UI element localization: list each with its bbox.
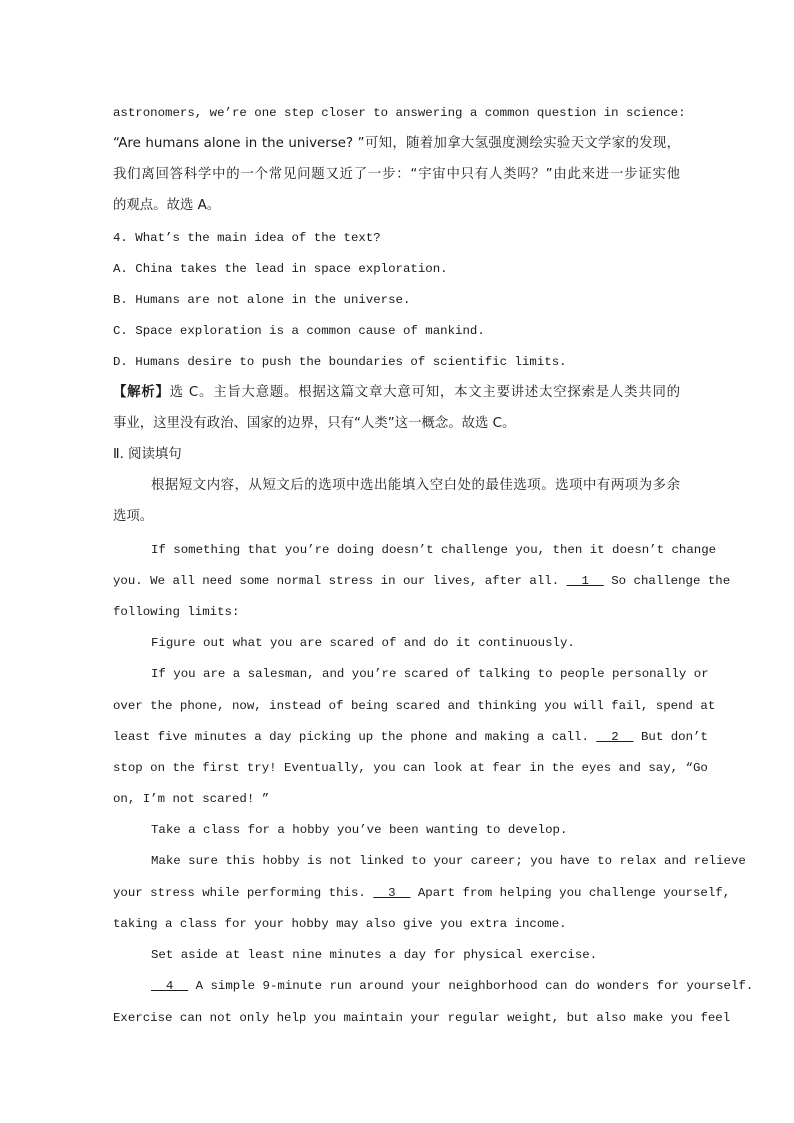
passage-p3-line-1: If you are a salesman, and you’re scared of talking to people personally or <box>151 667 709 681</box>
passage-p5-line-1: Make sure this hobby is not linked to your career; you have to relax and relieve <box>151 854 746 868</box>
blank-2: 2 <box>596 730 634 744</box>
passage-p3-line-3-b: But don’t <box>633 730 708 744</box>
passage-p3-line-3 <box>113 726 708 748</box>
passage-p3-line-3-a: least five minutes a day picking up the phone and making a call. <box>113 730 597 744</box>
passage-p1-line-2 <box>113 570 731 592</box>
passage-p3-line-2: over the phone, now, instead of being scared and thinking you will fail, spend at <box>113 699 716 713</box>
passage-tip-3: Set aside at least nine minutes a day for physical exercise. <box>151 948 598 962</box>
passage-p1-line-1: If something that you’re doing doesn’t challenge you, then it doesn’t change <box>151 543 717 557</box>
passage-tip-2: Take a class for a hobby you’ve been wanting to develop. <box>151 823 568 837</box>
passage-p3-line-4: stop on the first try! Eventually, you can look at fear in the eyes and say, “Go <box>113 761 708 775</box>
passage-p5-line-2-b: Apart from helping you challenge yourself, <box>410 886 731 900</box>
question-4-option-a: A. China takes the lead in space exploration. <box>113 262 448 276</box>
section-2-heading: Ⅱ. 阅读填句 <box>113 447 182 462</box>
section-2-instruction-line-2: 选项。 <box>113 509 154 524</box>
passage-p5-line-2 <box>113 882 731 904</box>
analysis-tag: 【解析】 <box>113 385 170 400</box>
analysis-text-1: 选 C。主旨大意题。根据这篇文章大意可知，本文主要讲述太空探索是人类共同的 <box>169 385 681 400</box>
passage-end-line-1: astronomers, we’re one step closer to answering a common question in science: <box>113 106 686 120</box>
passage-p7-line-2: Exercise can not only help you maintain your regular weight, but also make you feel <box>113 1011 731 1025</box>
question-4-option-b: B. Humans are not alone in the universe. <box>113 293 411 307</box>
passage-end-line-3: 我们离回答科学中的一个常见问题又近了一步：“宇宙中只有人类吗？”由此来进一步证实他 <box>113 167 680 182</box>
analysis-line-1 <box>113 382 680 404</box>
passage-end-line-2: “Are humans alone in the universe? ”可知，随着加拿大氢强度测绘实验天文学家的发现， <box>113 136 680 151</box>
passage-p5-line-2-a: your stress while performing this. <box>113 886 374 900</box>
question-4-option-d: D. Humans desire to push the boundaries of scientific limits. <box>113 355 567 369</box>
passage-p3-line-5: on, I’m not scared! ” <box>113 792 270 806</box>
blank-3: 3 <box>373 886 411 900</box>
passage-p1-line-2-b: So challenge the <box>603 574 731 588</box>
section-2-instruction-line-1: 根据短文内容，从短文后的选项中选出能填入空白处的最佳选项。选项中有两项为多余 <box>151 478 680 493</box>
analysis-line-2: 事业，这里没有政治、国家的边界，只有“人类”这一概念。故选 C。 <box>113 416 516 431</box>
passage-end-line-4: 的观点。故选 A。 <box>113 198 221 213</box>
passage-p7-line-1-b: A simple 9-minute run around your neighborhood can do wonders for yourself. <box>188 979 754 993</box>
question-4-stem: 4. What’s the main idea of the text? <box>113 231 381 245</box>
blank-1: 1 <box>566 574 604 588</box>
passage-p7-line-1 <box>151 975 754 997</box>
passage-p1-line-3: following limits: <box>113 605 240 619</box>
passage-p5-line-3: taking a class for your hobby may also give you extra income. <box>113 917 567 931</box>
passage-tip-1: Figure out what you are scared of and do it continuously. <box>151 636 575 650</box>
passage-p1-line-2-a: you. We all need some normal stress in our lives, after all. <box>113 574 567 588</box>
blank-4: 4 <box>151 979 189 993</box>
question-4-option-c: C. Space exploration is a common cause of mankind. <box>113 324 485 338</box>
